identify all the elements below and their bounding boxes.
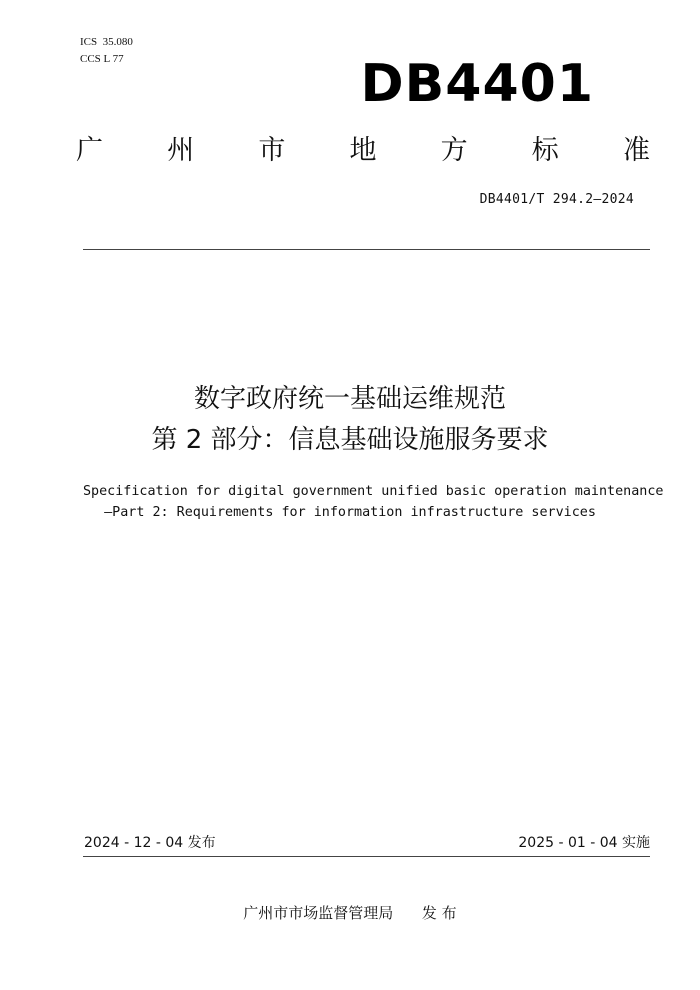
ics-code: ICS 35.080 [80,36,133,48]
standard-type-char: 标 [531,135,559,166]
standard-type-char: 市 [258,135,286,166]
document-number: DB4401/T 294.2—2024 [479,192,634,207]
bottom-divider [83,856,650,857]
title-chinese-line-2: 第 2 部分：信息基础设施服务要求 [151,425,549,455]
ccs-code: CCS L 77 [80,53,124,65]
issue-date: 2024 - 12 - 04 发布 [84,835,216,851]
implementation-date: 2025 - 01 - 04 实施 [518,835,650,851]
standard-type-char: 广 [76,135,103,166]
standard-type-heading [76,137,650,164]
title-english-line-1: Specification for digital government unified basic operation maintenance [83,484,664,499]
db4401-logo: DB4401 [360,54,594,114]
standard-type-char: 准 [622,135,650,166]
standard-type-char: 地 [349,135,377,166]
title-chinese-line-1: 数字政府统一基础运维规范 [193,384,506,414]
title-english-line-2: —Part 2: Requirements for information infrastructure services [104,505,596,520]
issuing-authority: 广州市市场监督管理局 发 布 [243,904,457,922]
standard-type-char: 州 [167,135,195,166]
classification-codes [80,34,133,68]
standard-type-char: 方 [440,135,468,166]
top-divider [83,249,650,250]
